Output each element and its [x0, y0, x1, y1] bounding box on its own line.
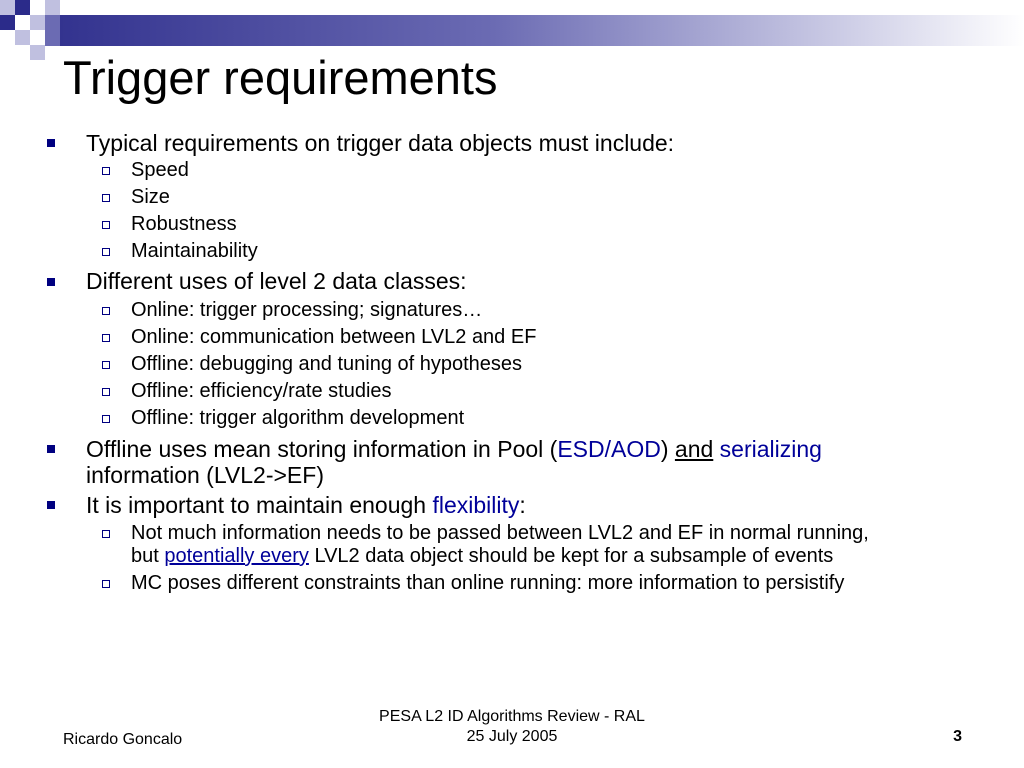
bullet-square-icon: [47, 278, 55, 286]
decor-square: [30, 15, 45, 30]
bullet-text-part: Offline uses mean storing information in Pool (: [86, 436, 558, 462]
bullet-text-part: It is important to maintain enough: [86, 492, 433, 518]
sub-bullet-box-icon: [102, 248, 110, 256]
footer-author: Ricardo Goncalo: [63, 731, 183, 748]
sub-bullet-text: Offline: efficiency/rate studies: [131, 380, 392, 402]
decor-square: [15, 30, 30, 45]
bullet-text-part: :: [519, 492, 526, 518]
sub-bullet-text: Speed: [131, 159, 189, 181]
bullet-text: [86, 436, 822, 462]
sub-bullet-text: Maintainability: [131, 240, 258, 262]
sub-bullet-box-icon: [102, 334, 110, 342]
sub-bullet-text: Offline: trigger algorithm development: [131, 407, 465, 429]
bullet-square-icon: [47, 501, 55, 509]
decor-square: [45, 15, 60, 46]
sub-bullet-box-icon: [102, 221, 110, 229]
sub-bullet-box-icon: [102, 415, 110, 423]
sub-bullet-box-icon: [102, 388, 110, 396]
bullet-text-part: ): [660, 436, 675, 462]
sub-bullet-box-icon: [102, 580, 110, 588]
sub-bullet-text-part: but: [131, 545, 165, 567]
sub-bullet-text: Online: trigger processing; signatures…: [131, 299, 483, 321]
decor-square: [15, 0, 30, 15]
potentially-every-link[interactable]: potentially every: [164, 545, 309, 567]
sub-bullet-text: Offline: debugging and tuning of hypotheses: [131, 353, 523, 375]
and-underlined: and: [674, 436, 714, 462]
sub-bullet-box-icon: [102, 307, 110, 315]
sub-bullet-text: MC poses different constraints than online running: more information to persistify: [131, 572, 845, 594]
decor-square: [0, 0, 15, 15]
footer-center-line2: 25 July 2005: [466, 728, 558, 745]
sub-bullet-text: Size: [131, 186, 170, 208]
sub-bullet-box-icon: [102, 167, 110, 175]
sub-bullet-text-part: LVL2 data object should be kept for a subsample of events: [308, 545, 834, 567]
footer-center-line1: PESA L2 ID Algorithms Review - RAL: [379, 708, 645, 725]
bullet-square-icon: [47, 445, 55, 453]
header-gradient-band: [60, 15, 1024, 46]
sub-bullet-box-icon: [102, 530, 110, 538]
sub-bullet-text: Robustness: [131, 213, 237, 235]
bullet-square-icon: [47, 139, 55, 147]
sub-bullet-box-icon: [102, 194, 110, 202]
decor-square: [30, 0, 45, 15]
esd-aod-highlight: ESD/AOD: [557, 436, 661, 462]
bullet-text: Typical requirements on trigger data objects must include:: [86, 130, 675, 156]
decor-square: [30, 45, 45, 60]
bullet-text: [86, 492, 526, 518]
bullet-text: Different uses of level 2 data classes:: [86, 268, 467, 294]
serializing-highlight: serializing: [719, 436, 822, 462]
sub-bullet-text-continuation: [131, 544, 833, 568]
sub-bullet-box-icon: [102, 361, 110, 369]
decor-square: [45, 0, 60, 15]
sub-bullet-text: Online: communication between LVL2 and EF: [131, 326, 537, 348]
flexibility-highlight: flexibility: [432, 492, 520, 518]
slide-title: Trigger requirements: [63, 51, 498, 104]
bullet-text-continuation: information (LVL2->EF): [86, 462, 324, 488]
page-number: 3: [953, 728, 962, 745]
decor-square: [0, 15, 15, 30]
sub-bullet-text: Not much information needs to be passed between LVL2 and EF in normal running,: [131, 522, 869, 544]
